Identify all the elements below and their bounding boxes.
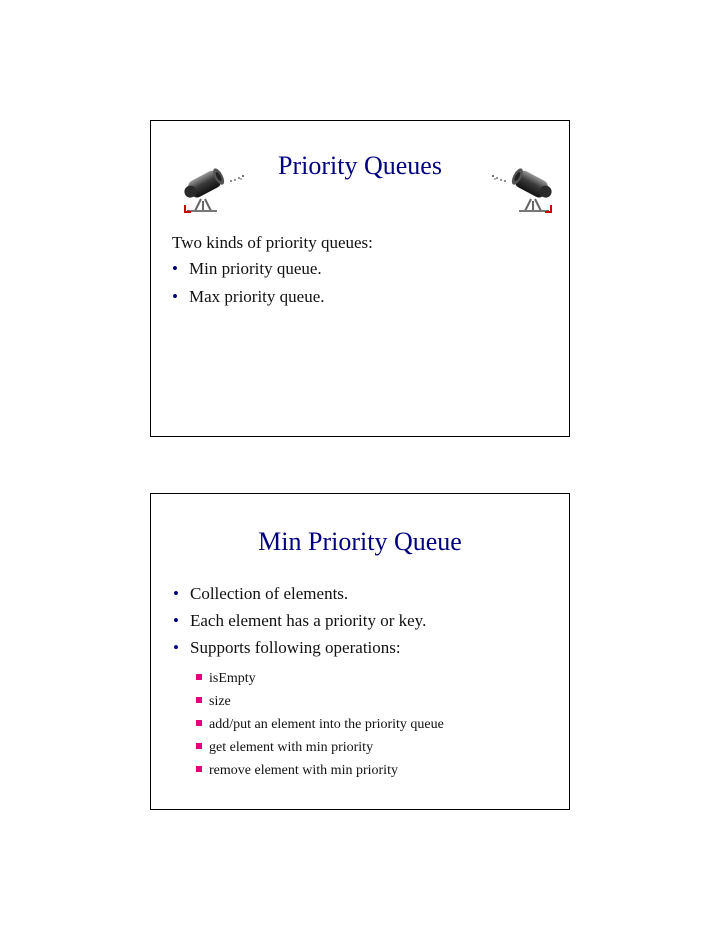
sub-bullet-item (196, 670, 256, 687)
slide-title: Min Priority Queue (258, 527, 462, 556)
sub-bullet-text: add/put an element into the priority queue (209, 717, 444, 732)
square-bullet-icon (196, 720, 202, 726)
bullet-dot-icon: • (172, 287, 178, 306)
slide-title: Priority Queues (278, 151, 442, 180)
bullet-item (173, 584, 348, 604)
bullet-item (172, 287, 325, 307)
square-bullet-icon (196, 743, 202, 749)
sub-bullet-text: isEmpty (209, 671, 256, 686)
slide-priority-queues (150, 120, 570, 437)
bullet-dot-icon: • (173, 584, 179, 603)
bullet-text: Supports following operations: (190, 638, 401, 657)
sub-bullet-item (196, 762, 398, 779)
square-bullet-icon (196, 674, 202, 680)
sub-bullet-item (196, 693, 231, 710)
bullet-text: Min priority queue. (189, 259, 322, 278)
bullet-dot-icon: • (173, 638, 179, 657)
bullet-dot-icon: • (173, 611, 179, 630)
sub-bullet-item (196, 716, 444, 733)
sub-bullet-text: size (209, 694, 231, 709)
bullet-item (172, 259, 322, 279)
square-bullet-icon (196, 697, 202, 703)
bullet-text: Each element has a priority or key. (190, 611, 427, 630)
sub-bullet-text: get element with min priority (209, 740, 374, 755)
sub-bullet-text: remove element with min priority (209, 763, 398, 778)
slide-min-priority-queue (150, 493, 570, 810)
bullet-text: Collection of elements. (190, 584, 349, 603)
bullet-item (173, 638, 401, 658)
bullet-text: Max priority queue. (189, 287, 325, 306)
bullet-item (173, 611, 426, 631)
bullet-dot-icon: • (172, 259, 178, 278)
square-bullet-icon (196, 766, 202, 772)
sub-bullet-item (196, 739, 373, 756)
intro-text: Two kinds of priority queues: (172, 233, 373, 252)
